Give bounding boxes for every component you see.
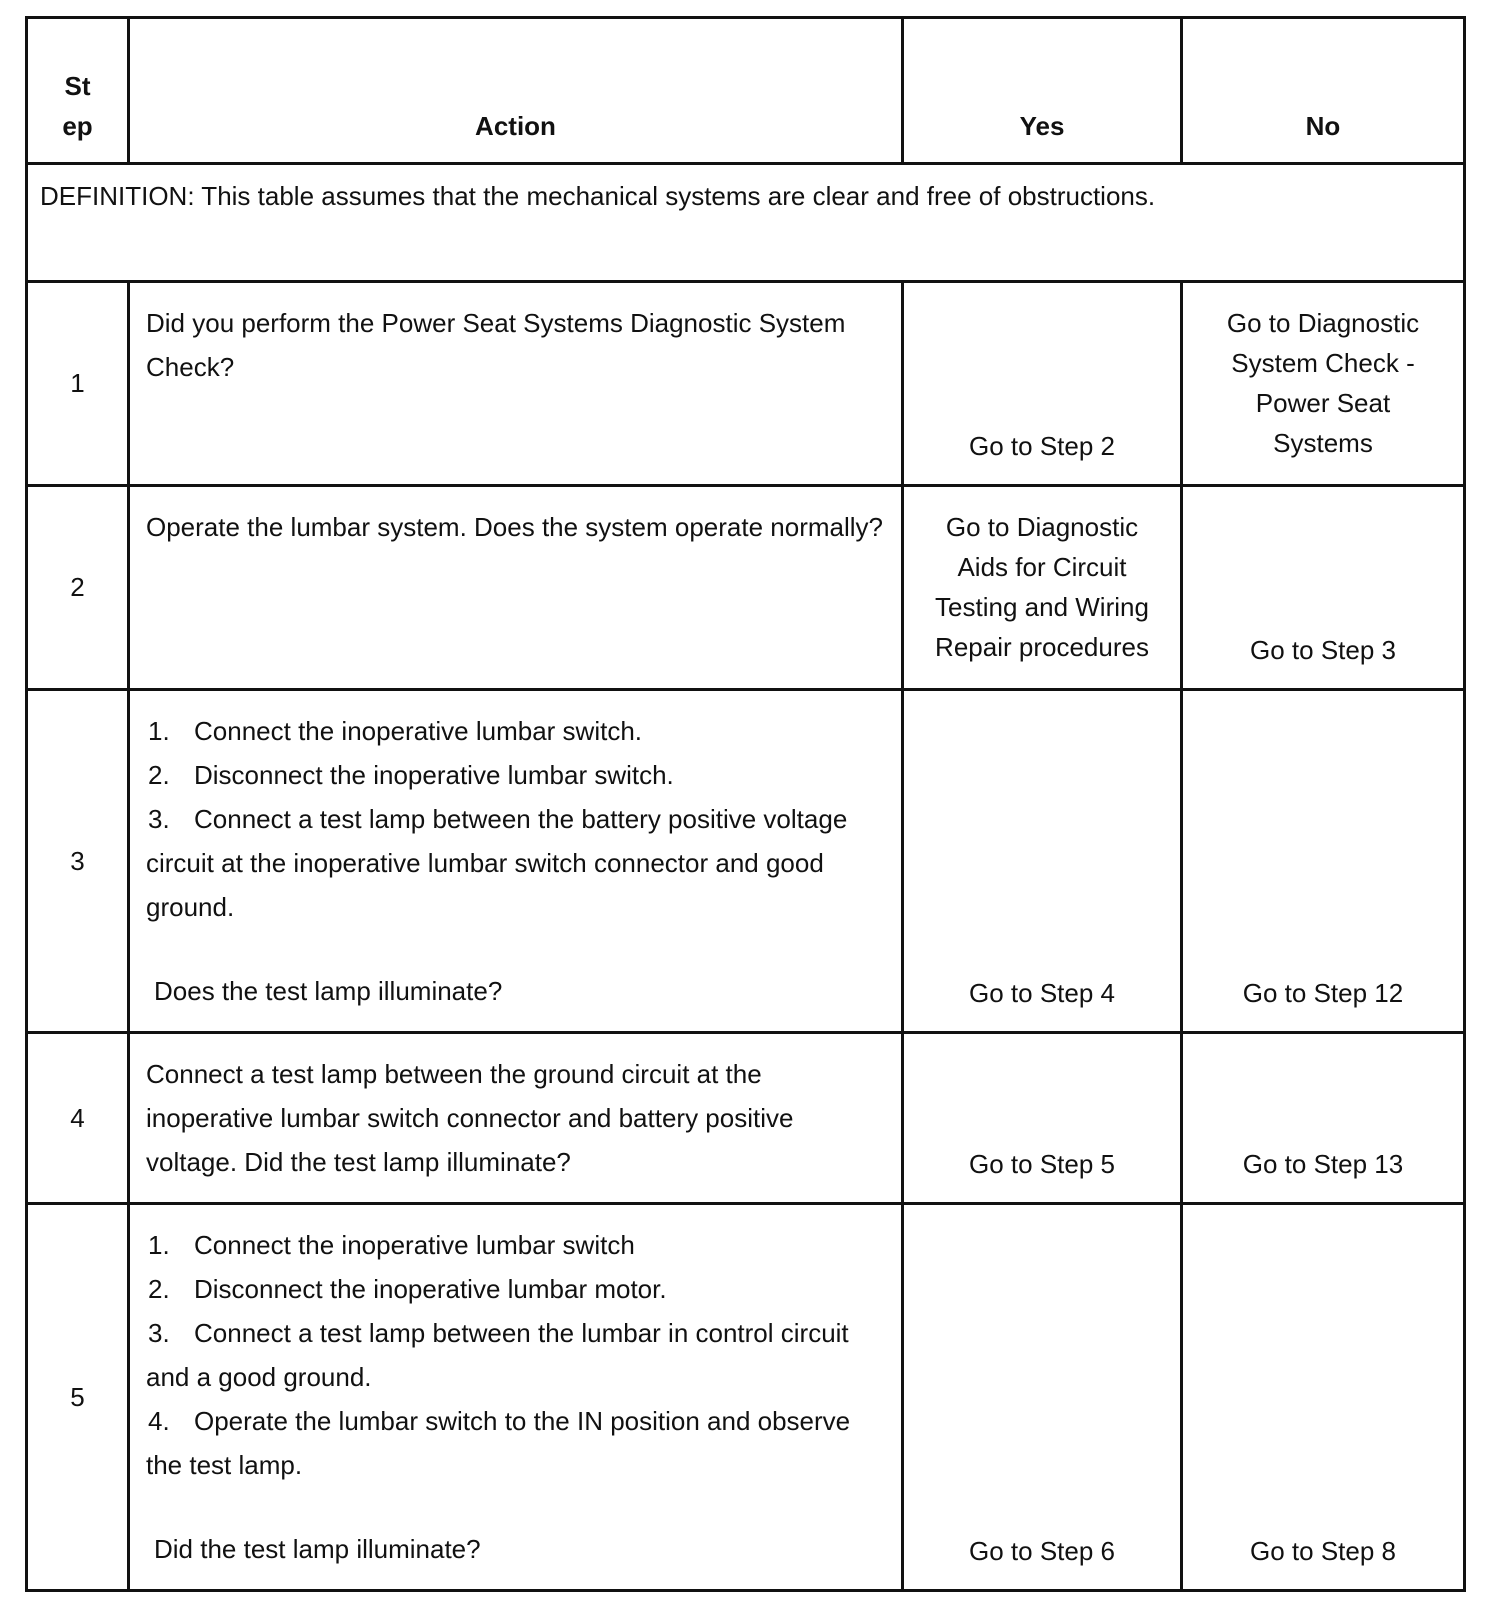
yes-cell: Go to Step 6 [903,1204,1182,1591]
header-no: No [1182,18,1465,164]
step-number: 4 [27,1033,129,1204]
yes-cell: Go to Step 5 [903,1033,1182,1204]
no-cell: Go to Step 3 [1182,486,1465,690]
header-step: St ep [27,18,129,164]
definition-text: DEFINITION: This table assumes that the mechanical systems are clear and free of obstructions. [27,164,1465,282]
header-row [27,18,1465,164]
list-item: 4. Operate the lumbar switch to the IN position and observe the test lamp. [146,1406,851,1480]
question-text: Did the test lamp illuminate? [154,1534,481,1564]
action-cell: Did you perform the Power Seat Systems Diagnostic System Check? [129,282,903,486]
list-item: 2. Disconnect the inoperative lumbar motor. [148,1274,667,1304]
step-number: 1 [27,282,129,486]
list-item: 1. Connect the inoperative lumbar switch. [148,716,643,746]
action-cell: Operate the lumbar system. Does the system operate normally? [129,486,903,690]
no-cell: Go to Step 13 [1182,1033,1465,1204]
table-row [27,1204,1465,1591]
action-cell [129,1204,903,1591]
list-item: 3. Connect a test lamp between the battery positive voltage circuit at the inoperative lumbar switch connector and good ground. [146,804,848,922]
list-item: 3. Connect a test lamp between the lumbar in control circuit and a good ground. [146,1318,849,1392]
action-cell: Connect a test lamp between the ground circuit at the inoperative lumbar switch connector and battery positive voltage. Did the test lamp illuminate? [129,1033,903,1204]
step-number: 3 [27,690,129,1033]
list-item: 2. Disconnect the inoperative lumbar switch. [148,760,674,790]
question-text: Does the test lamp illuminate? [154,976,503,1006]
list-item: 1. Connect the inoperative lumbar switch [148,1230,635,1260]
diagnostic-table [25,16,1466,1592]
no-cell: Go to Step 12 [1182,690,1465,1033]
table-row [27,690,1465,1033]
yes-cell: Go to Step 2 [903,282,1182,486]
step-number: 5 [27,1204,129,1591]
no-cell: Go to Diagnostic System Check - Power Seat Systems [1182,282,1465,486]
table-row [27,1033,1465,1204]
yes-cell: Go to Step 4 [903,690,1182,1033]
header-action: Action [129,18,903,164]
no-cell: Go to Step 8 [1182,1204,1465,1591]
action-cell [129,690,903,1033]
table-row [27,282,1465,486]
yes-cell: Go to Diagnostic Aids for Circuit Testing and Wiring Repair procedures [903,486,1182,690]
table-row [27,486,1465,690]
header-yes: Yes [903,18,1182,164]
definition-row [27,164,1465,282]
step-number: 2 [27,486,129,690]
